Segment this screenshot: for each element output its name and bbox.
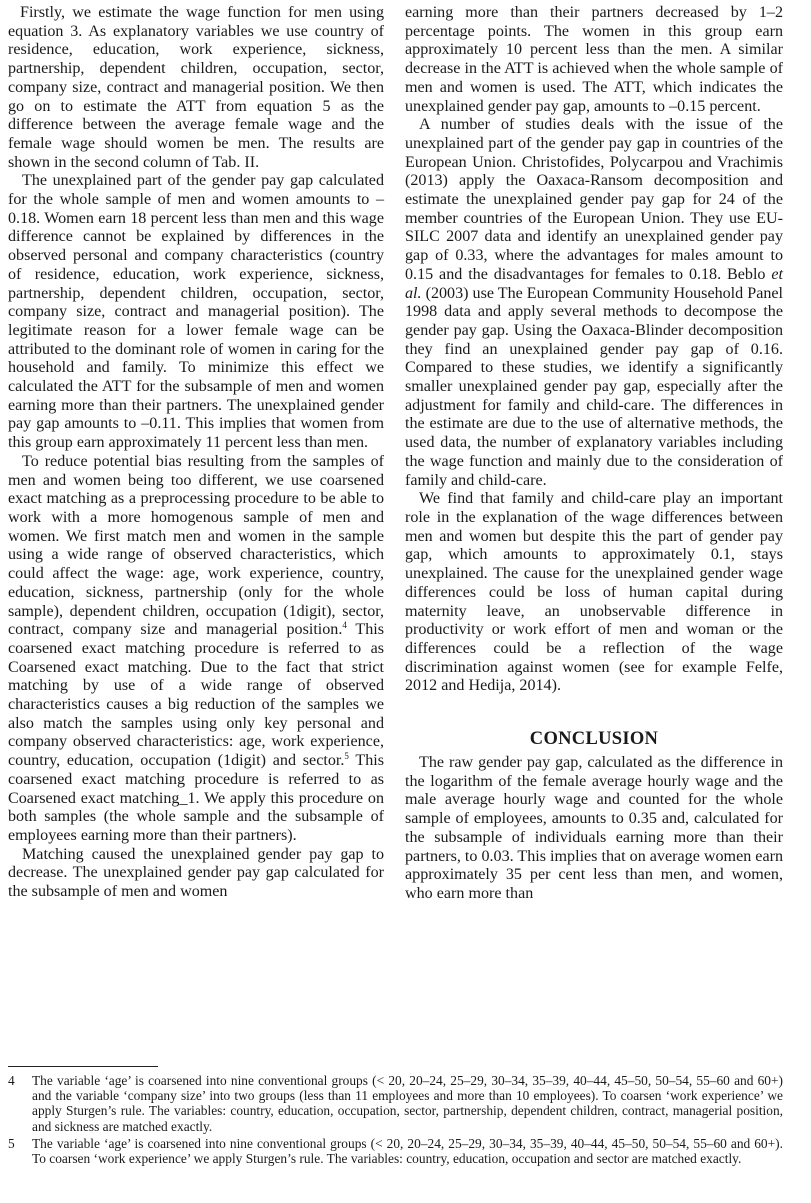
footnote-text: The variable ‘age’ is coarsened into nine conventional groups (< 20, 20–24, 25–29, 30–34, 35–39, 40–44, 45–50, 50–54, 55–60 and 60+) and the variable ‘company size’ into two groups (less than 11 employees and more than 10 employees). To coarsen ‘work experience’ we apply Sturgen’s rule. The variables: country, education, occupation, sector, partnership, dependent children, contract, managerial position, and sickness are matched exactly. xyxy=(32,1073,783,1134)
footnote-ref-4[interactable]: 4 xyxy=(342,620,347,631)
footnote-5 xyxy=(8,1136,783,1166)
left-column xyxy=(8,4,384,902)
citation-emphasis: et al. xyxy=(405,265,783,302)
paragraph-matching-decrease: Matching caused the unexplained gender pay gap to decrease. The unexplained gender pay gap calculated for the subsample of men and women xyxy=(8,845,384,901)
footnote-text: The variable ‘age’ is coarsened into nine conventional groups (< 20, 20–24, 25–29, 30–34, 35–39, 40–44, 45–50, 50–54, 55–60 and 60+). To coarsen ‘work experience’ we apply Sturgen’s rule. The variables: country, education, occupation and sector are matched exactly. xyxy=(32,1135,783,1167)
footnote-4 xyxy=(8,1073,783,1134)
paragraph-coarsened-matching xyxy=(8,453,384,846)
paragraph-text: A number of studies deals with the issue of the unexplained part of the gender pay gap in countries of the European Union. Christofides, Polycarpou and Vrachimis (2013) apply the Oaxaca-Ransom decomposition and estimate the unexplained gender pay gap for 24 of the member countries of the European Union. They use EU-SILC 2007 data and identify an unexplained gender pay gap of 0.33, where the advantages for males amount to 0.15 and the disadvantages for females to 0.18. Beblo xyxy=(405,116,783,283)
paragraph-text: This coarsened exact matching procedure is referred to as Coarsened exact matching_1. We apply this procedure on both samples (the whole sample and the subsample of employees earning more than their partners). xyxy=(8,752,384,844)
paragraph-family-childcare: We find that family and child-care play an important role in the explanation of the wage differences between men and women but despite this the part of gender pay gap, which amounts to approximately 0.1, stays unexplained. The cause for the unexplained gender wage differences could be loss of human capital during maternity leave, an unobservable difference in productivity or work effort of men and woman or the differences could be a reflection of the wage discrimination against women (see for example Felfe, 2012 and Hedija, 2014). xyxy=(405,490,783,695)
footnote-divider xyxy=(8,1066,158,1067)
paragraph-wage-function: Firstly, we estimate the wage function for men using equation 3. As explanatory variables we use country of residence, education, work experience, sickness, partnership, dependent children, occupation, sector, company size, contract and managerial position. We then go on to estimate the ATT from equation 5 as the difference between the average female wage and the female wage should women be men. The results are shown in the second column of Tab. II. xyxy=(8,4,384,171)
paragraph-unexplained-gap: The unexplained part of the gender pay gap calculated for the whole sample of men and women amounts to –0.18. Women earn 18 percent less than men and this wage difference cannot be explained by differences in the observed personal and company characteristics (country of residence, education, work experience, sickness, partnership, dependent children, occupation, sector, company size, contract and managerial position). The legitimate reason for a lower female wage can be attributed to the dominant role of women in caring for the household and family. To minimize this effect we calculated the ATT for the subsample of men and women earning more than their partners. The unexplained gender pay gap amounts to –0.11. This implies that women from this group earn approximately 11 percent less than men. xyxy=(8,172,384,452)
paragraph-text: This coarsened exact matching procedure is referred to as Coarsened exact matching. Due to the fact that strict matching by use of a wide range of observed characteristics causes a big reduction of the samples we also match the samples using only key personal and company observed characteristics: age, work experience, country, education, occupation (1digit) and sector. xyxy=(8,621,384,770)
footnotes xyxy=(8,1073,783,1168)
section-heading-conclusion: CONCLUSION xyxy=(529,729,659,750)
right-column xyxy=(405,4,783,904)
footnote-number: 4 xyxy=(8,1073,15,1088)
footnote-number: 5 xyxy=(8,1135,15,1151)
paragraph-literature-review xyxy=(405,116,783,490)
paragraph-continuation: earning more than their partners decreased by 1–2 percentage points. The women in this group earn approximately 10 percent less than the men. A similar decrease in the ATT is achieved when the whole sample of men and women is used. The ATT, which indicates the unexplained gender pay gap, amounts to –0.15 percent. xyxy=(405,4,783,115)
paragraph-conclusion: The raw gender pay gap, calculated as the difference in the logarithm of the female average hourly wage and the male average hourly wage and counted for the whole sample of employees, amounts to 0.35 and, calculated for the subsample of individuals earning more than their partners, to 0.03. This implies that on average women earn approximately 35 per cent less than men, and women, who earn more than xyxy=(405,754,783,902)
footnote-ref-5[interactable]: 5 xyxy=(344,751,349,762)
paragraph-text: (2003) use The European Community Household Panel 1998 data and apply several methods to decompose the gender pay gap. Using the Oaxaca-Blinder decomposition they find an unexplained gender pay gap of 0.16. Compared to these studies, we identify a significantly smaller unexplained gender pay gap, especially after the adjustment for family and child-care. The differences in the estimate are due to the use of alternative methods, the used data, the number of explanatory variables including the wage function and mainly due to the consideration of family and child-care. xyxy=(405,284,783,489)
paragraph-text: To reduce potential bias resulting from the samples of men and women being too different, we use coarsened exact matching as a preprocessing procedure to be able to work with a more homogenous sample of men and women. We first match men and women in the sample using a wide range of observed characteristics, which could affect the wage: age, work experience, country, education, sickness, partnership (only for the whole sample), dependent children, occupation (1digit), sector, contract, company size and managerial position. xyxy=(8,452,384,639)
